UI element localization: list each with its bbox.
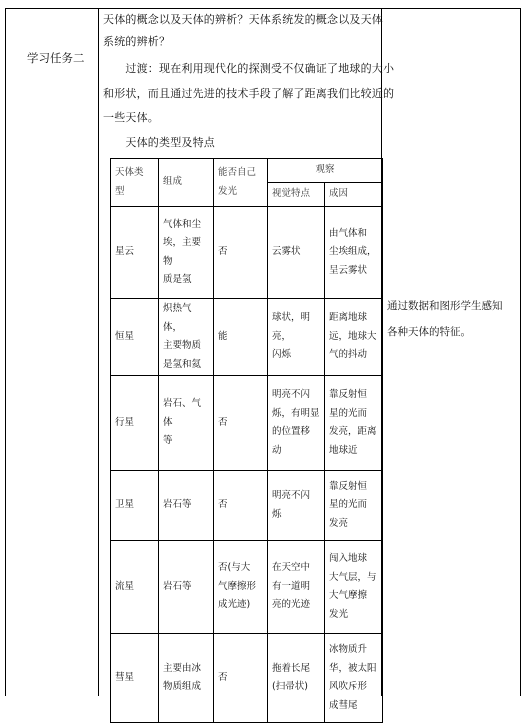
cell-composition: 炽热气体， 主要物质 是氢和氦 — [159, 299, 214, 376]
cell-composition: 气体和尘 埃，主要物 质是氢 — [159, 207, 214, 299]
header-cause: 成因 — [325, 183, 383, 207]
intro-line-4: 和形状，而且通过先进的技术手段了解了距离我们比较近的 — [103, 87, 395, 100]
cell-luminous: 否 — [214, 207, 268, 299]
lesson-table — [5, 8, 521, 711]
cell-luminous: 否 — [214, 471, 268, 541]
intro-line-1: 天体的概念以及天体的辨析？天体系统发的概念以及天体 — [103, 13, 383, 26]
header-visual: 视觉特点 — [268, 183, 325, 207]
cell-type: 行星 — [111, 376, 159, 471]
intro-line-2: 系统的辨析？ — [103, 35, 171, 48]
table-row — [111, 376, 383, 471]
table-row — [111, 471, 383, 541]
celestial-types-table — [110, 158, 383, 723]
cell-cause: 由气体和 尘埃组成， 呈云雾状 — [325, 207, 383, 299]
cell-luminous: 能 — [214, 299, 268, 376]
cell-type: 卫星 — [111, 471, 159, 541]
cell-cause: 闯入地球 大气层，与 大气摩擦 发光 — [325, 541, 383, 634]
table-row — [111, 541, 383, 634]
intro-line-5: 一些天体。 — [103, 111, 159, 124]
goal-line-1: 通过数据和图形学生感知 — [387, 300, 503, 312]
cell-composition: 主要由冰 物质组成 — [159, 634, 214, 723]
cell-luminous: 否 — [214, 376, 268, 471]
header-type: 天体类 型 — [111, 159, 159, 207]
cell-visual: 云雾状 — [268, 207, 325, 299]
cell-composition: 岩石、气体 等 — [159, 376, 214, 471]
cell-type: 流星 — [111, 541, 159, 634]
cell-visual: 在天空中 有一道明 亮的光迹 — [268, 541, 325, 634]
header-composition: 组成 — [159, 159, 214, 207]
cell-luminous: 否(与大 气摩擦形 成光迹) — [214, 541, 268, 634]
cell-visual: 明亮不闪 烁，有明显 的位置移 动 — [268, 376, 325, 471]
cell-visual: 拖着长尾 (扫帚状) — [268, 634, 325, 723]
table-body — [111, 207, 383, 723]
cell-visual: 明亮不闪 烁 — [268, 471, 325, 541]
table-row — [111, 207, 383, 299]
header-observe: 观察 — [268, 159, 383, 183]
cell-cause: 靠反射恒 星的光而 发亮 — [325, 471, 383, 541]
border-right — [520, 8, 521, 696]
section-title: 天体的类型及特点 — [103, 136, 215, 149]
cell-cause: 靠反射恒 星的光而 发亮，距离 地球近 — [325, 376, 383, 471]
table-row — [111, 299, 383, 376]
header-luminous: 能否自己 发光 — [214, 159, 268, 207]
cell-composition: 岩石等 — [159, 471, 214, 541]
cell-cause: 距离地球 远，地球大 气的抖动 — [325, 299, 383, 376]
cell-composition: 岩石等 — [159, 541, 214, 634]
border-left — [5, 8, 6, 696]
cell-cause: 冰物质升 华，被太阳 风吹斥形 成彗尾 — [325, 634, 383, 723]
column-divider-1 — [98, 8, 99, 696]
cell-luminous: 否 — [214, 634, 268, 723]
table-row — [111, 634, 383, 723]
goal-line-2: 各种天体的特征。 — [387, 326, 471, 338]
task-label: 学习任务二 — [27, 51, 85, 65]
cell-type: 恒星 — [111, 299, 159, 376]
cell-type: 彗星 — [111, 634, 159, 723]
intro-line-3: 过渡：现在利用现代化的探测受不仅确证了地球的大小 — [103, 62, 395, 75]
cell-type: 星云 — [111, 207, 159, 299]
cell-visual: 球状，明亮， 闪烁 — [268, 299, 325, 376]
